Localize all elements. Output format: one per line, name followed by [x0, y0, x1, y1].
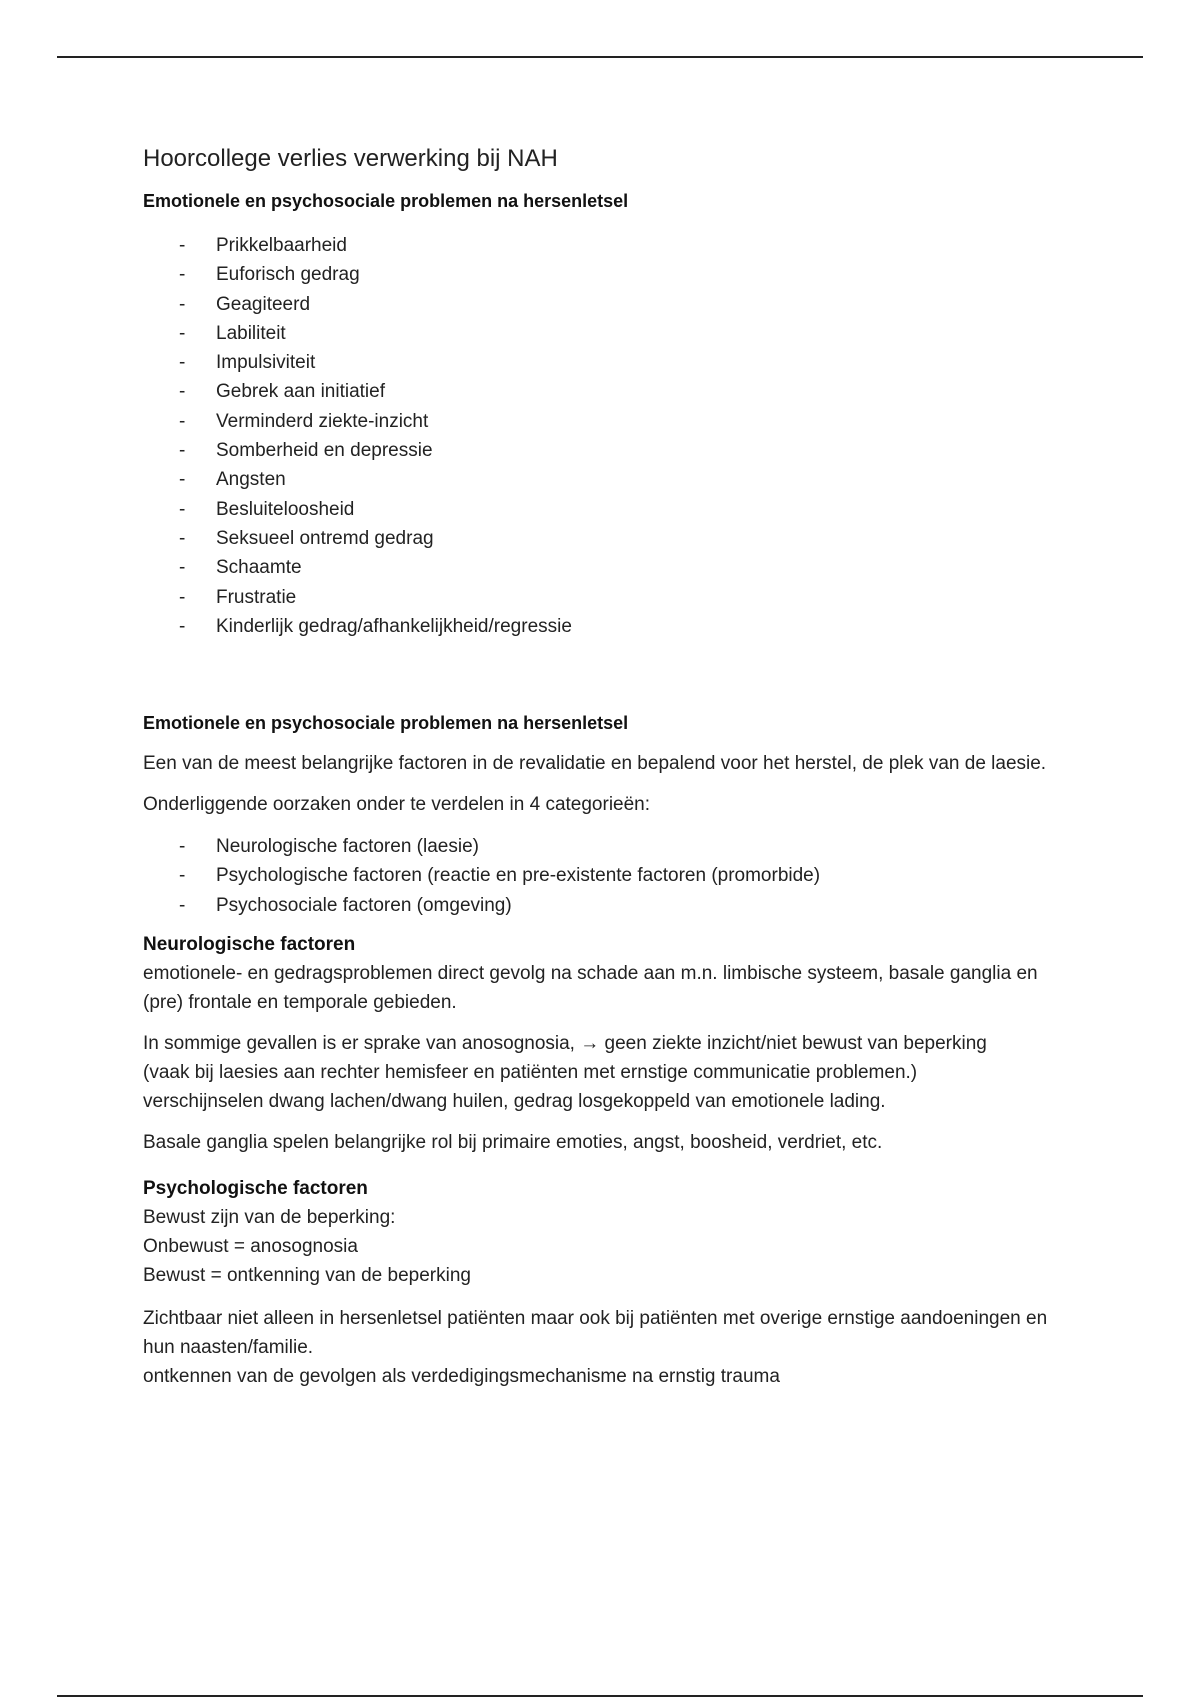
category-list: [143, 832, 1073, 920]
document-body: [143, 143, 1073, 1391]
list-item: - Seksueel ontremd gedrag: [143, 524, 1073, 553]
document-title: Hoorcollege verlies verwerking bij NAH: [143, 145, 558, 172]
list-item: - Geagiteerd: [143, 290, 1073, 319]
basal-ganglia-paragraph: Basale ganglia spelen belangrijke rol bij primaire emoties, angst, boosheid, verdriet, etc.: [143, 1132, 883, 1154]
list-item: - Verminderd ziekte-inzicht: [143, 407, 1073, 436]
list-item: - Labiliteit: [143, 319, 1073, 348]
list-item: - Neurologische factoren (laesie): [143, 832, 1073, 861]
visible-paragraph: Zichtbaar niet alleen in hersenletsel patiënten maar ook bij patiënten met overige ernstige aandoeningen en hun naasten/familie.: [143, 1308, 1048, 1359]
list-item: - Psychosociale factoren (omgeving): [143, 891, 1073, 920]
list-item: - Prikkelbaarheid: [143, 231, 1073, 260]
list-item: - Kinderlijk gedrag/afhankelijkheid/regressie: [143, 612, 1073, 641]
list-item: - Somberheid en depressie: [143, 436, 1073, 465]
list-item: - Frustratie: [143, 583, 1073, 612]
neuro-heading: Neurologische factoren: [143, 934, 356, 956]
problem-list: [143, 231, 1073, 641]
section-heading: Emotionele en psychosociale problemen na hersenletsel: [143, 191, 629, 211]
list-item: - Angsten: [143, 465, 1073, 494]
psych-line: Bewust = ontkenning van de beperking: [143, 1265, 471, 1287]
psych-line: Onbewust = anosognosia: [143, 1236, 358, 1258]
list-item: - Gebrek aan initiatief: [143, 377, 1073, 406]
neuro-text: emotionele- en gedragsproblemen direct gevolg na schade aan m.n. limbische systeem, basale ganglia en (pre) frontale en temporale gebieden.: [143, 963, 1038, 1014]
denial-paragraph: ontkennen van de gevolgen als verdedigingsmechanisme na ernstig trauma: [143, 1366, 780, 1388]
top-rule: [57, 56, 1143, 58]
psych-line: Bewust zijn van de beperking:: [143, 1207, 396, 1229]
anosognosia-line: (vaak bij laesies aan rechter hemisfeer en patiënten met ernstige communicatie problemen.): [143, 1062, 918, 1084]
list-item: - Psychologische factoren (reactie en pre-existente factoren (promorbide): [143, 861, 1073, 890]
bottom-rule: [57, 1695, 1143, 1697]
list-item: - Impulsiviteit: [143, 348, 1073, 377]
list-item: - Schaamte: [143, 553, 1073, 582]
section-heading: Emotionele en psychosociale problemen na hersenletsel: [143, 713, 629, 734]
categories-intro: Onderliggende oorzaken onder te verdelen in 4 categorieën:: [143, 794, 651, 816]
psych-heading: Psychologische factoren: [143, 1178, 368, 1200]
list-item: - Euforisch gedrag: [143, 260, 1073, 289]
anosognosia-line: verschijnselen dwang lachen/dwang huilen, gedrag losgekoppeld van emotionele lading.: [143, 1091, 886, 1113]
list-item: - Besluiteloosheid: [143, 495, 1073, 524]
intro-paragraph: Een van de meest belangrijke factoren in de revalidatie en bepalend voor het herstel, de plek van de laesie.: [143, 753, 1047, 775]
anosognosia-line: In sommige gevallen is er sprake van anosognosia, → geen ziekte inzicht/niet bewust van beperking: [143, 1033, 987, 1055]
